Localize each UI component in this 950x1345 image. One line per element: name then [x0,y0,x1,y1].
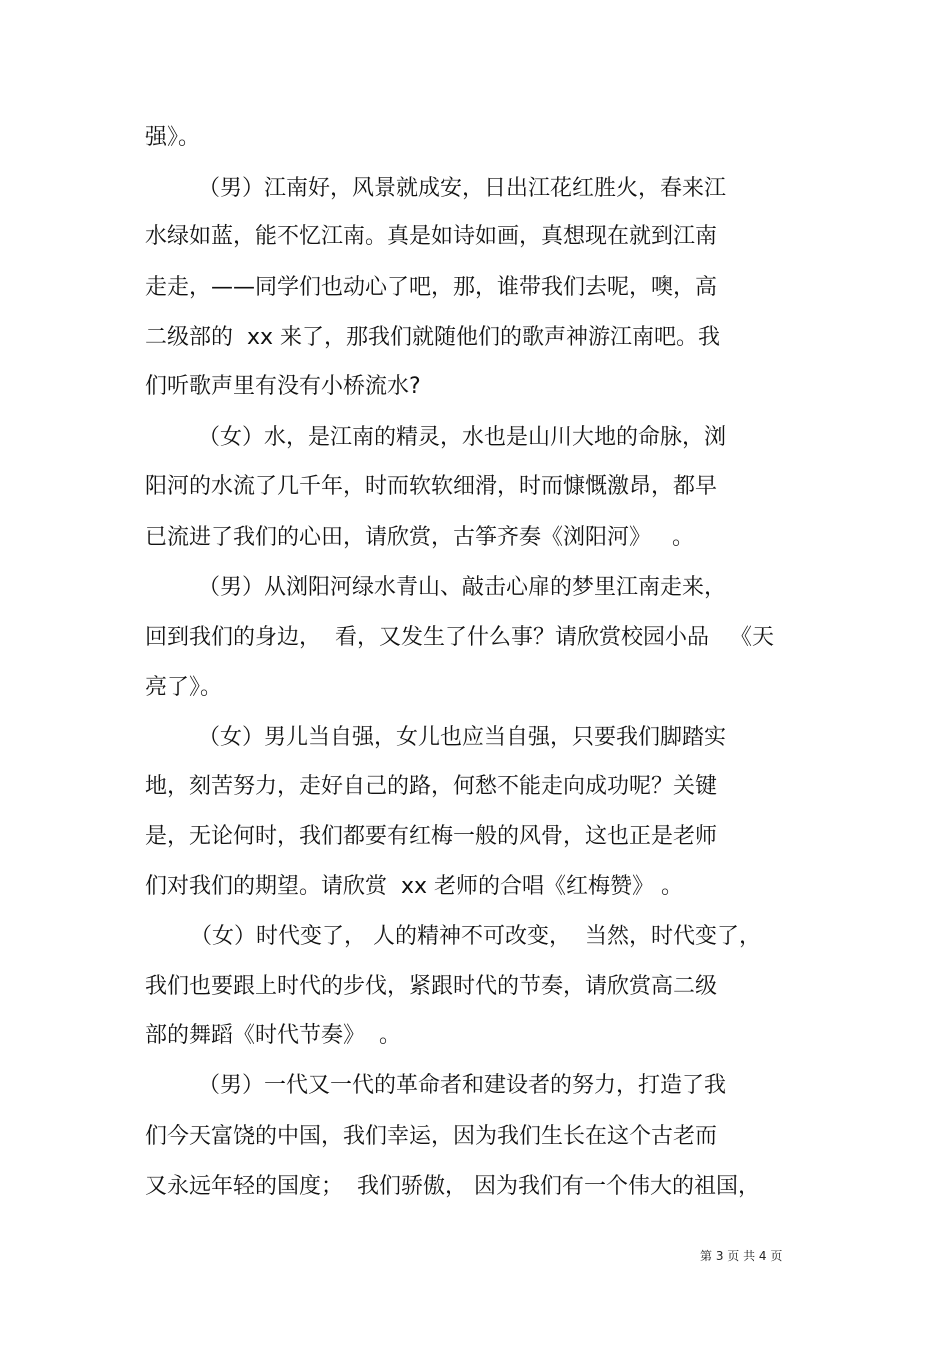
text-line: 已流进了我们的心田，请欣赏，古筝齐奏《浏阳河》 。 [145,525,694,550]
text-line: （女）时代变了， 人的精神不可改变， 当然，时代变了， [190,924,761,949]
text-line: 回到我们的身边， 看，又发生了什么事？请欣赏校园小品 《天 [145,625,774,650]
text-line: （女）男儿当自强，女儿也应当自强，只要我们脚踏实 [198,725,727,750]
text-line: （男）从浏阳河绿水青山、敲击心扉的梦里江南走来， [198,575,727,600]
text-line: 我们也要跟上时代的步伐，紧跟时代的节奏，请欣赏高二级 [145,974,718,999]
text-line: 走走，——同学们也动心了吧，那，谁带我们去呢，噢，高 [145,275,718,300]
text-line: （男）江南好，风景就成安，日出江花红胜火，春来江 [198,176,727,201]
text-line: 阳河的水流了几千年，时而软软细滑，时而慷慨激昂，都早 [145,474,718,499]
text-line: 是，无论何时，我们都要有红梅一般的风骨，这也正是老师 [145,824,718,849]
text-line: 亮了》。 [145,675,223,700]
text-line: 强》。 [145,125,201,150]
text-line: （男）一代又一代的革命者和建设者的努力，打造了我 [198,1073,727,1098]
text-line: 们听歌声里有没有小桥流水? [145,374,421,399]
text-line: 水绿如蓝，能不忆江南。真是如诗如画，真想现在就到江南 [145,224,718,249]
page-number-footer: 第 3 页 共 4 页 [700,1249,783,1263]
text-line: 二级部的 xx 来了，那我们就随他们的歌声神游江南吧。我 [145,325,721,350]
text-line: 又永远年轻的国度； 我们骄傲， 因为我们有一个伟大的祖国， [145,1174,760,1199]
text-line: 们今天富饶的中国，我们幸运，因为我们生长在这个古老而 [145,1124,718,1149]
text-line: 们对我们的期望。请欣赏 xx 老师的合唱《红梅赞》 。 [145,874,684,899]
text-line: （女）水，是江南的精灵，水也是山川大地的命脉，浏 [198,425,727,450]
text-line: 地，刻苦努力，走好自己的路，何愁不能走向成功呢？关键 [145,774,718,799]
text-line: 部的舞蹈《时代节奏》 。 [145,1023,401,1048]
